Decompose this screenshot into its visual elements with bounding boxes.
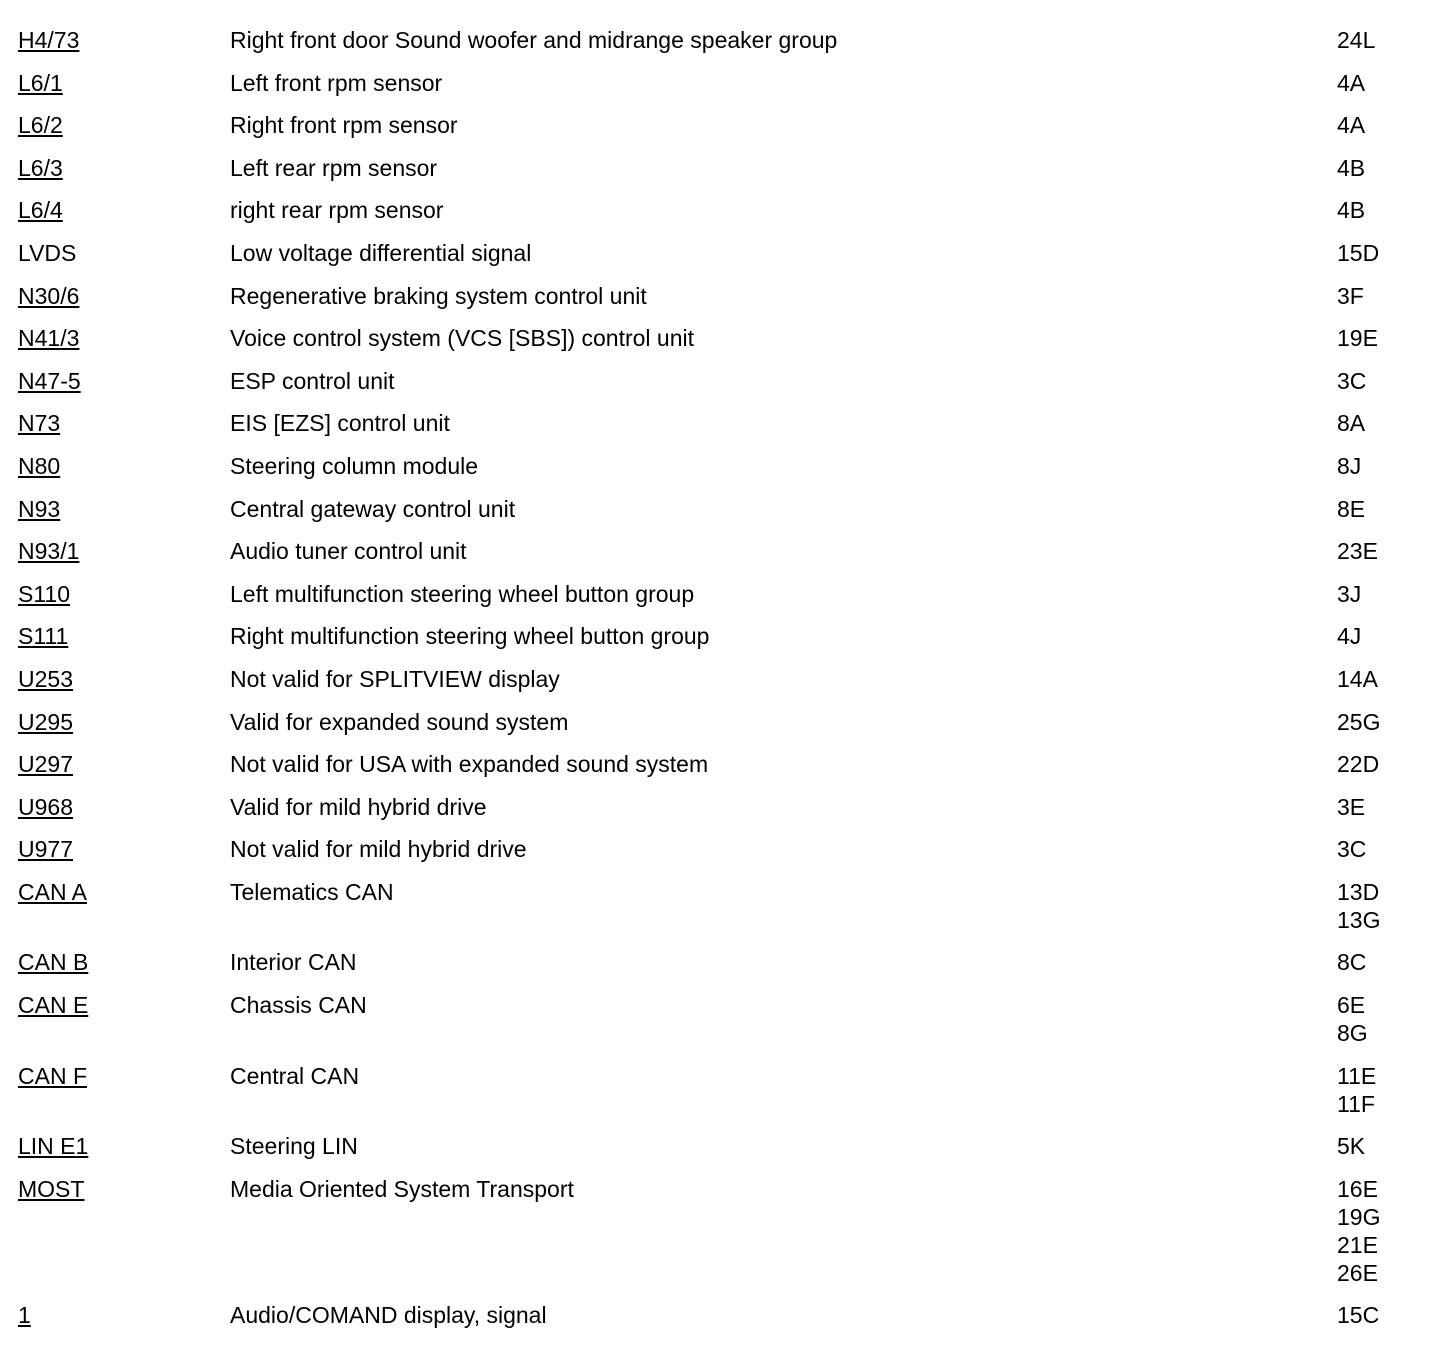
component-code-link[interactable]: MOST [18,1175,85,1202]
legend-code-cell [18,537,230,565]
legend-row [18,537,1428,565]
component-description: right rear rpm sensor [230,197,444,224]
legend-row [18,622,1428,650]
legend-code-cell [18,367,230,395]
component-description: Audio/COMAND display, signal [230,1302,547,1329]
grid-reference-cell [1337,708,1428,736]
grid-reference: 3C [1337,836,1367,863]
component-code-link[interactable]: L6/2 [18,112,63,139]
component-description: Chassis CAN [230,992,367,1019]
component-description: Steering column module [230,452,479,479]
legend-code-cell [18,1301,230,1329]
grid-reference: 23E [1337,538,1378,565]
component-code-link[interactable]: LIN E1 [18,1133,89,1160]
grid-reference-cell [1337,835,1428,863]
legend-row [18,750,1428,778]
grid-reference-cell [1337,239,1428,267]
legend-row [18,26,1428,54]
grid-reference: 4B [1337,154,1366,181]
component-description: Valid for mild hybrid drive [230,793,487,820]
legend-code-cell [18,324,230,352]
grid-reference: 15D [1337,239,1380,266]
grid-reference-cell [1337,537,1428,565]
component-description: Not valid for mild hybrid drive [230,836,527,863]
component-code-text: LVDS [18,239,77,266]
grid-reference: 3C [1337,367,1367,394]
legend-code-cell [18,239,230,267]
grid-reference: 8E [1337,495,1366,522]
grid-reference-cell [1337,69,1428,97]
legend-code-cell [18,1175,230,1203]
grid-reference: 8A [1337,410,1366,437]
grid-reference-cell [1337,1301,1428,1329]
grid-reference: 3J [1337,580,1362,607]
legend-row [18,69,1428,97]
legend-table [18,26,1428,1344]
component-code-link[interactable]: 1 [18,1302,31,1329]
component-description: Central CAN [230,1062,360,1089]
legend-row [18,793,1428,821]
legend-row [18,324,1428,352]
legend-code-cell [18,409,230,437]
legend-row [18,409,1428,437]
grid-reference-cell [1337,111,1428,139]
legend-code-cell [18,282,230,310]
grid-reference: 8G [1337,1020,1368,1047]
component-code-link[interactable]: U968 [18,793,73,820]
component-description: Not valid for SPLITVIEW display [230,665,560,692]
legend-row [18,991,1428,1047]
component-description: Interior CAN [230,949,357,976]
legend-row [18,665,1428,693]
legend-code-cell [18,835,230,863]
component-code-link[interactable]: L6/1 [18,69,63,96]
grid-reference-cell [1337,367,1428,395]
legend-row [18,878,1428,934]
component-code-link[interactable]: N80 [18,452,61,479]
legend-row [18,1062,1428,1118]
component-description: Valid for expanded sound system [230,708,569,735]
component-code-link[interactable]: N93/1 [18,538,80,565]
grid-reference: 3E [1337,793,1366,820]
legend-code-cell [18,495,230,523]
component-description: Left front rpm sensor [230,69,443,96]
legend-code-cell [18,1132,230,1160]
grid-reference-cell [1337,878,1428,934]
grid-reference-cell [1337,622,1428,650]
component-description: Left rear rpm sensor [230,154,438,181]
legend-code-cell [18,580,230,608]
grid-reference-cell [1337,948,1428,976]
component-code-link[interactable]: N30/6 [18,282,80,309]
grid-reference: 3F [1337,282,1364,309]
grid-reference-cell [1337,324,1428,352]
component-code-link[interactable]: S111 [18,623,69,650]
component-description: Not valid for USA with expanded sound system [230,751,709,778]
legend-code-cell [18,111,230,139]
component-code-link[interactable]: CAN B [18,949,89,976]
grid-reference: 26E [1337,1259,1378,1286]
grid-reference-cell [1337,154,1428,182]
grid-reference-cell [1337,665,1428,693]
grid-reference-cell [1337,196,1428,224]
legend-code-cell [18,665,230,693]
legend-row [18,948,1428,976]
component-description: Right front rpm sensor [230,112,458,139]
grid-reference-cell [1337,991,1428,1047]
grid-reference-cell [1337,1132,1428,1160]
component-description: Right front door Sound woofer and midrange speaker group [230,27,838,53]
component-code-link[interactable]: L6/3 [18,154,63,181]
component-code-link[interactable]: S110 [18,580,71,607]
component-code-link[interactable]: H4/73 [18,27,80,53]
component-code-link[interactable]: N47-5 [18,367,81,394]
component-code-link[interactable]: N41/3 [18,325,80,352]
grid-reference: 22D [1337,751,1380,778]
grid-reference: 4A [1337,112,1366,139]
grid-reference: 8C [1337,949,1367,976]
legend-code-cell [18,196,230,224]
component-description: Regenerative braking system control unit [230,282,647,309]
grid-reference: 14A [1337,665,1378,692]
component-code-link[interactable]: U977 [18,836,73,863]
component-code-link[interactable]: N73 [18,410,61,437]
grid-reference: 8J [1337,452,1362,479]
legend-code-cell [18,452,230,480]
component-code-link[interactable]: CAN E [18,992,89,1019]
component-description: Steering LIN [230,1133,358,1160]
component-code-link[interactable]: CAN F [18,1062,87,1089]
component-description: Low voltage differential signal [230,239,532,266]
legend-row [18,367,1428,395]
grid-reference: 16E [1337,1175,1378,1202]
grid-reference-cell [1337,282,1428,310]
grid-reference: 25G [1337,708,1381,735]
component-description: ESP control unit [230,367,395,394]
legend-row [18,708,1428,736]
legend-row [18,196,1428,224]
grid-reference: 13D [1337,878,1380,905]
legend-row [18,580,1428,608]
component-code-link[interactable]: U253 [18,665,73,692]
legend-code-cell [18,708,230,736]
legend-code-cell [18,750,230,778]
legend-code-cell [18,793,230,821]
legend-code-cell [18,1062,230,1090]
grid-reference: 19G [1337,1203,1381,1230]
component-code-link[interactable]: L6/4 [18,197,63,224]
component-code-link[interactable]: U295 [18,708,73,735]
legend-row [18,111,1428,139]
grid-reference-cell [1337,495,1428,523]
legend-row [18,239,1428,267]
component-description: Left multifunction steering wheel button group [230,580,695,607]
legend-row [18,282,1428,310]
grid-reference: 4B [1337,197,1366,224]
component-description: Right multifunction steering wheel button group [230,623,710,650]
grid-reference-cell [1337,1175,1428,1287]
component-description: Audio tuner control unit [230,538,467,565]
component-description: Media Oriented System Transport [230,1175,574,1202]
grid-reference-cell [1337,26,1428,54]
legend-row [18,835,1428,863]
component-code-link[interactable]: CAN A [18,878,88,905]
grid-reference: 11F [1337,1090,1375,1117]
grid-reference: 13G [1337,906,1381,933]
grid-reference: 11E [1337,1062,1377,1089]
legend-code-cell [18,26,230,54]
legend-row [18,1301,1428,1329]
component-description: EIS [EZS] control unit [230,410,450,437]
legend-row [18,1175,1428,1287]
grid-reference-cell [1337,452,1428,480]
component-description: Central gateway control unit [230,495,516,522]
grid-reference: 4A [1337,69,1366,96]
legend-row [18,154,1428,182]
grid-reference-cell [1337,580,1428,608]
grid-reference: 4J [1337,623,1362,650]
legend-row [18,452,1428,480]
grid-reference: 15C [1337,1302,1380,1329]
legend-code-cell [18,69,230,97]
component-description: Voice control system (VCS [SBS]) control unit [230,325,695,352]
grid-reference: 21E [1337,1231,1378,1258]
grid-reference: 5K [1337,1133,1366,1160]
grid-reference: 6E [1337,992,1366,1019]
legend-code-cell [18,948,230,976]
legend-code-cell [18,622,230,650]
grid-reference-cell [1337,750,1428,778]
component-code-link[interactable]: U297 [18,751,73,778]
grid-reference-cell [1337,1062,1428,1118]
legend-row [18,495,1428,523]
grid-reference: 19E [1337,325,1378,352]
grid-reference-cell [1337,409,1428,437]
component-code-link[interactable]: N93 [18,495,61,522]
grid-reference: 24L [1337,27,1376,53]
grid-reference-cell [1337,793,1428,821]
legend-code-cell [18,991,230,1019]
legend-code-cell [18,154,230,182]
component-description: Telematics CAN [230,878,394,905]
legend-code-cell [18,878,230,906]
legend-row [18,1132,1428,1160]
